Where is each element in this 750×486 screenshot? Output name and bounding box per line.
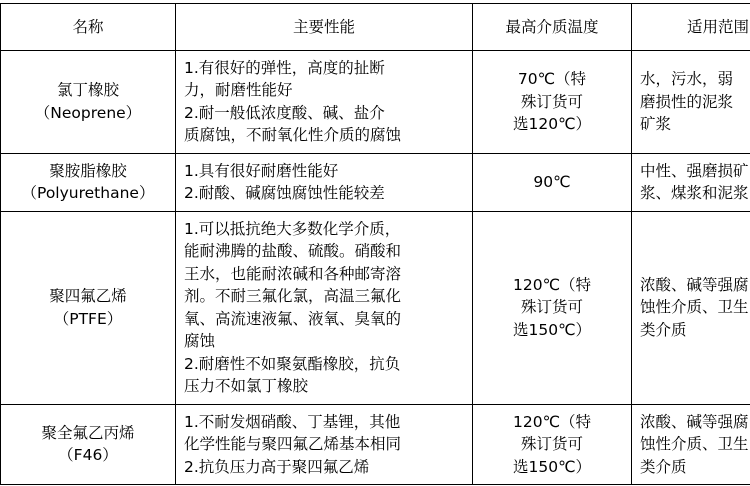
performance-line: 压力不如氯丁橡胶	[184, 375, 464, 397]
cell-material-name	[1, 153, 176, 211]
temperature-line: 殊订货可	[481, 433, 623, 455]
temperature-line: 选150℃）	[481, 319, 623, 341]
cell-temperature	[473, 211, 632, 404]
scope-line: 矿浆	[640, 113, 750, 135]
material-name-line: （PTFE）	[9, 308, 167, 330]
cell-material-name	[1, 211, 176, 404]
cell-temperature	[473, 153, 632, 211]
cell-scope	[632, 404, 750, 484]
performance-line: 1.可以抵抗绝大多数化学介质，	[184, 218, 464, 240]
cell-material-name	[1, 404, 176, 484]
material-name-line: （Neoprene）	[9, 102, 167, 124]
scope-line: 类介质	[640, 319, 750, 341]
cell-performance	[176, 211, 473, 404]
performance-line: 2.耐酸、碱腐蚀腐蚀性能较差	[184, 182, 464, 204]
cell-temperature	[473, 51, 632, 154]
performance-line: 腐蚀	[184, 330, 464, 352]
cell-scope	[632, 153, 750, 211]
scope-line: 浆、煤浆和泥浆	[640, 182, 750, 204]
scope-line: 类介质	[640, 456, 750, 478]
scope-line: 蚀性介质、卫生	[640, 433, 750, 455]
material-name-line: 聚胺脂橡胶	[9, 160, 167, 182]
cell-material-name	[1, 51, 176, 154]
temperature-line: 殊订货可	[481, 91, 623, 113]
temperature-line: 70℃（特	[481, 68, 623, 90]
table-header	[1, 4, 750, 51]
performance-line: 剂。不耐三氟化氯，高温三氟化	[184, 285, 464, 307]
temperature-line: 90℃	[481, 171, 623, 193]
scope-line: 浓酸、碱等强腐	[640, 274, 750, 296]
lining-material-specification-table	[0, 3, 750, 485]
cell-scope	[632, 211, 750, 404]
temperature-line: 选150℃）	[481, 456, 623, 478]
material-name-line: 聚四氟乙烯	[9, 285, 167, 307]
performance-line: 能耐沸腾的盐酸、硫酸。硝酸和	[184, 240, 464, 262]
performance-line: 1.不耐发烟硝酸、丁基锂，其他	[184, 411, 464, 433]
header-cell-performance: 主要性能	[176, 4, 473, 51]
header-cell-name: 名称	[1, 4, 176, 51]
document-page	[0, 3, 750, 486]
scope-line: 磨损性的泥浆	[640, 91, 750, 113]
temperature-line: 选120℃）	[481, 113, 623, 135]
header-cell-application-scope: 适用范围	[632, 4, 750, 51]
performance-line: 1.有很好的弹性，高度的扯断	[184, 57, 464, 79]
performance-line: 质腐蚀，不耐氧化性介质的腐蚀	[184, 124, 464, 146]
material-name-line: （Polyurethane）	[9, 182, 167, 204]
table-row	[1, 404, 750, 484]
temperature-line: 殊订货可	[481, 296, 623, 318]
temperature-line: 120℃（特	[481, 274, 623, 296]
table-row	[1, 153, 750, 211]
performance-line: 化学性能与聚四氟乙烯基本相同	[184, 433, 464, 455]
scope-line: 水，污水，弱	[640, 68, 750, 90]
performance-line: 1.具有很好耐磨性能好	[184, 160, 464, 182]
cell-scope	[632, 51, 750, 154]
table-body	[1, 51, 750, 485]
scope-line: 浓酸、碱等强腐	[640, 411, 750, 433]
performance-line: 2.耐磨性不如聚氨酯橡胶，抗负	[184, 353, 464, 375]
temperature-line: 120℃（特	[481, 411, 623, 433]
table-row	[1, 51, 750, 154]
cell-temperature	[473, 404, 632, 484]
material-name-line: 氯丁橡胶	[9, 79, 167, 101]
performance-line: 王水，也能耐浓碱和各种邮寄溶	[184, 263, 464, 285]
cell-performance	[176, 51, 473, 154]
performance-line: 2.抗负压力高于聚四氟乙烯	[184, 456, 464, 478]
header-cell-max-medium-temperature: 最高介质温度	[473, 4, 632, 51]
performance-line: 氧、高流速液氟、液氧、臭氧的	[184, 308, 464, 330]
table-header-row	[1, 4, 750, 51]
table-row	[1, 211, 750, 404]
cell-performance	[176, 404, 473, 484]
scope-line: 蚀性介质、卫生	[640, 296, 750, 318]
scope-line: 中性、强磨损矿	[640, 160, 750, 182]
performance-line: 力，耐磨性能好	[184, 79, 464, 101]
cell-performance	[176, 153, 473, 211]
material-name-line: （F46）	[9, 444, 167, 466]
performance-line: 2.耐一般低浓度酸、碱、盐介	[184, 102, 464, 124]
material-name-line: 聚全氟乙丙烯	[9, 422, 167, 444]
